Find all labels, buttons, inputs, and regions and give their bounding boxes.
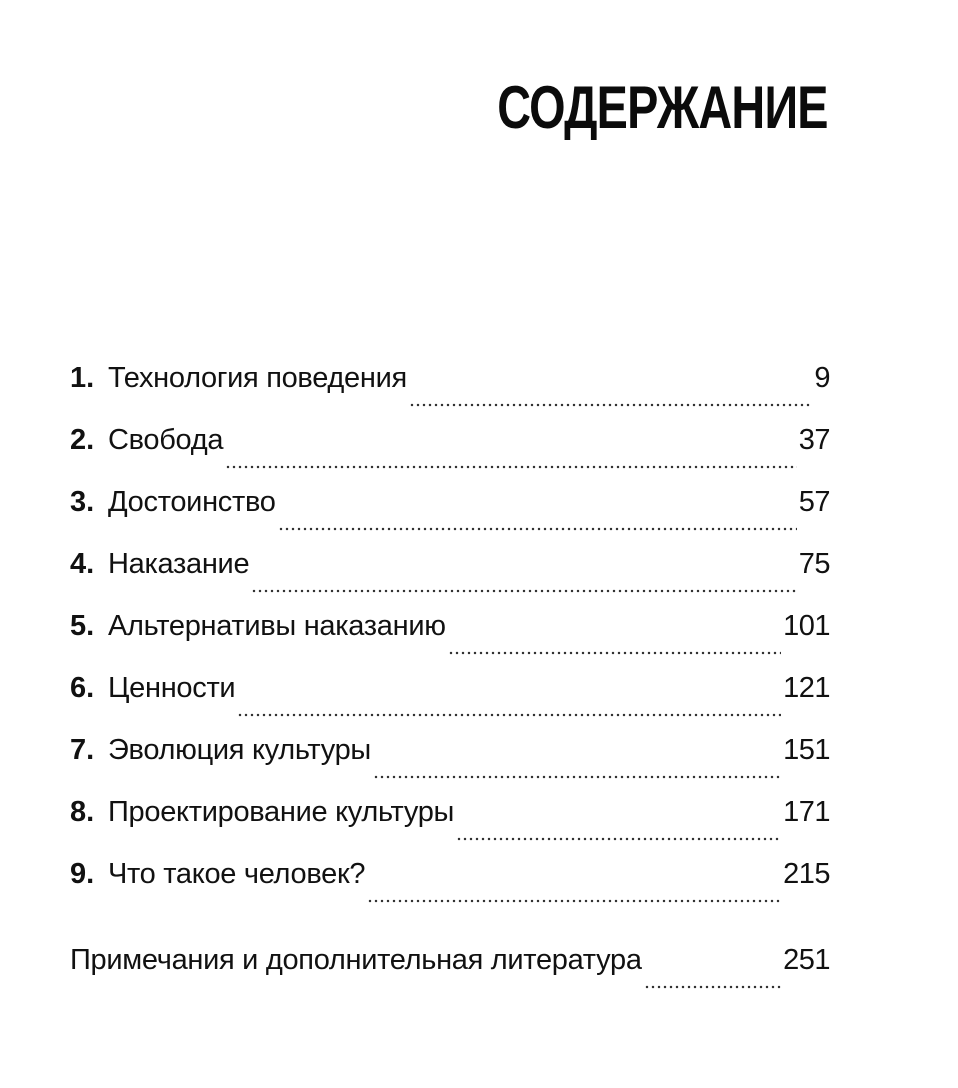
page-number: 75 <box>798 548 830 580</box>
dot-leader <box>225 464 797 470</box>
toc-entry-4[interactable] <box>70 548 830 610</box>
toc-entry-6[interactable] <box>70 672 830 734</box>
dot-leader <box>644 984 781 990</box>
dot-leader <box>373 774 781 780</box>
chapter-title: Альтернативы наказанию <box>108 610 446 642</box>
dot-leader <box>456 836 781 842</box>
page-number: 171 <box>783 796 830 828</box>
toc-entry-8[interactable] <box>70 796 830 858</box>
toc-entry-5[interactable] <box>70 610 830 672</box>
page-number: 57 <box>798 486 830 518</box>
dot-leader <box>409 402 812 408</box>
page-number: 9 <box>814 362 830 394</box>
chapter-number: 2. <box>70 424 95 456</box>
page-number: 37 <box>798 424 830 456</box>
dot-leader <box>278 526 797 532</box>
toc-entry-2[interactable] <box>70 424 830 486</box>
toc-entry-3[interactable] <box>70 486 830 548</box>
chapter-title: Свобода <box>108 424 224 456</box>
chapter-number: 7. <box>70 734 95 766</box>
page-number: 101 <box>783 610 830 642</box>
chapter-number: 4. <box>70 548 95 580</box>
toc-entry-7[interactable] <box>70 734 830 796</box>
notes-title: Примечания и дополнительная литература <box>70 944 642 976</box>
chapter-number: 9. <box>70 858 95 890</box>
chapter-title: Достоинство <box>108 486 276 518</box>
dot-leader <box>367 898 781 904</box>
table-of-contents <box>70 362 830 1006</box>
chapter-title: Ценности <box>108 672 236 704</box>
toc-entry-notes[interactable] <box>70 944 830 1006</box>
chapter-title: Эволюция культуры <box>108 734 371 766</box>
toc-entry-1[interactable] <box>70 362 830 424</box>
chapter-number: 1. <box>70 362 95 394</box>
dot-leader <box>237 712 781 718</box>
chapter-number: 3. <box>70 486 95 518</box>
page-title: СОДЕРЖАНИЕ <box>497 74 828 141</box>
chapter-title: Что такое человек? <box>108 858 366 890</box>
page-number: 121 <box>783 672 830 704</box>
chapter-title: Проектирование культуры <box>108 796 455 828</box>
chapter-title: Технология поведения <box>108 362 407 394</box>
page-number: 251 <box>783 944 830 976</box>
toc-entry-9[interactable] <box>70 858 830 920</box>
page-number: 215 <box>783 858 830 890</box>
chapter-number: 8. <box>70 796 95 828</box>
chapter-number: 5. <box>70 610 95 642</box>
dot-leader <box>448 650 781 656</box>
chapter-number: 6. <box>70 672 95 704</box>
page-number: 151 <box>783 734 830 766</box>
dot-leader <box>251 588 796 594</box>
chapter-title: Наказание <box>108 548 250 580</box>
